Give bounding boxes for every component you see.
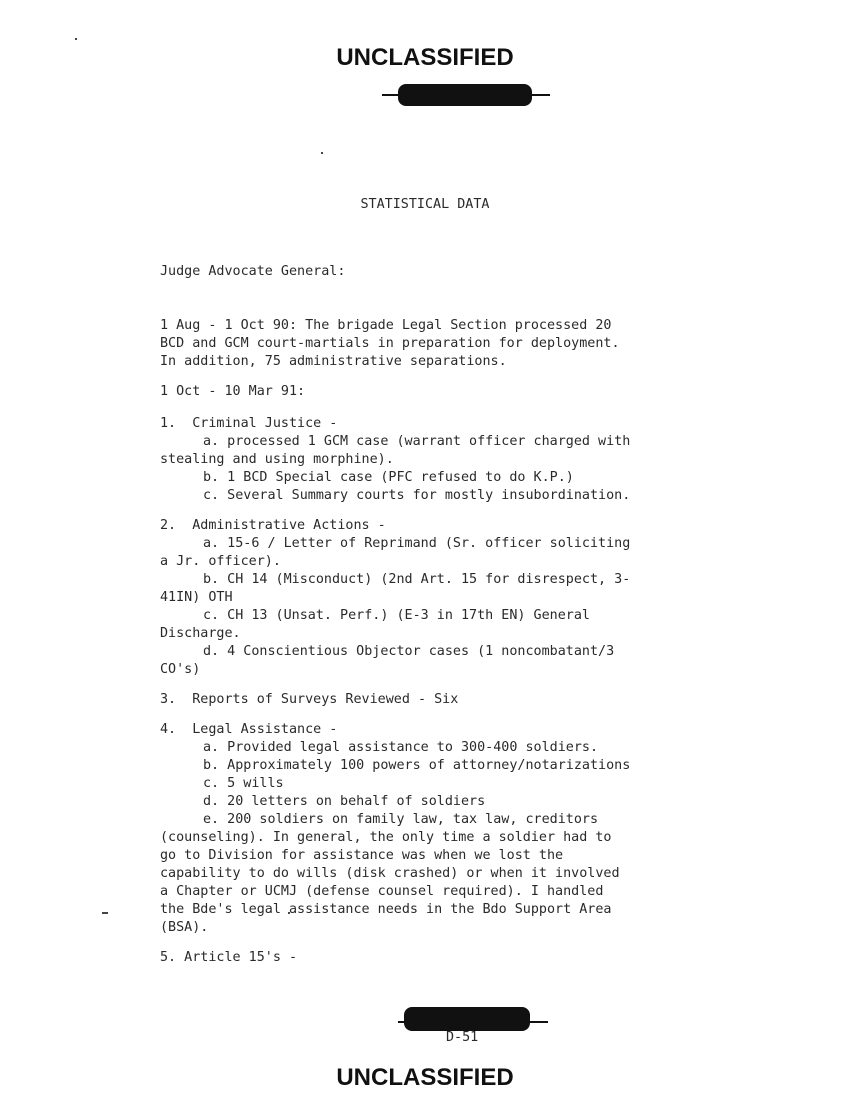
scan-speck <box>75 38 77 40</box>
section-heading: Judge Advocate General: <box>160 264 346 279</box>
admin-actions-item-d: d. 4 Conscientious Objector cases (1 noncombatant/3 <box>203 644 615 659</box>
document-title: STATISTICAL DATA <box>360 197 490 212</box>
period1-line-1: 1 Aug - 1 Oct 90: The brigade Legal Section processed 20 <box>160 318 612 333</box>
scan-speck <box>321 152 323 154</box>
admin-actions-item-c: c. CH 13 (Unsat. Perf.) (E-3 in 17th EN) General <box>203 608 590 623</box>
legal-assistance-text-2: go to Division for assistance was when we lost the <box>160 848 564 863</box>
legal-assistance-title: 4. Legal Assistance - <box>160 722 338 737</box>
admin-actions-item-d-cont: CO's) <box>160 662 201 677</box>
redaction-bar-top <box>398 84 532 106</box>
period1-line-3: In addition, 75 administrative separations. <box>160 354 507 369</box>
scan-speck <box>102 912 108 914</box>
page-number: D-51 <box>446 1030 479 1045</box>
classification-header: UNCLASSIFIED <box>336 44 514 71</box>
legal-assistance-text-6: (BSA). <box>160 920 209 935</box>
period1-line-2: BCD and GCM court-martials in preparation for deployment. <box>160 336 620 351</box>
redaction-bar-bottom <box>404 1007 530 1031</box>
period2-heading: 1 Oct - 10 Mar 91: <box>160 384 306 399</box>
reports-of-surveys: 3. Reports of Surveys Reviewed - Six <box>160 692 459 707</box>
admin-actions-item-b-cont: 41IN) OTH <box>160 590 233 605</box>
criminal-justice-item-b: b. 1 BCD Special case (PFC refused to do K.P.) <box>203 470 574 485</box>
admin-actions-item-a-cont: a Jr. officer). <box>160 554 281 569</box>
article-15-heading: 5. Article 15's - <box>160 950 298 965</box>
admin-actions-item-b: b. CH 14 (Misconduct) (2nd Art. 15 for disrespect, 3- <box>203 572 631 587</box>
legal-assistance-text-1: (counseling). In general, the only time a soldier had to <box>160 830 612 845</box>
criminal-justice-item-c: c. Several Summary courts for mostly insubordination. <box>203 488 631 503</box>
legal-assistance-item-d: d. 20 letters on behalf of soldiers <box>203 794 486 809</box>
legal-assistance-text-3: capability to do wills (disk crashed) or when it involved <box>160 866 620 881</box>
legal-assistance-item-c: c. 5 wills <box>203 776 284 791</box>
admin-actions-item-a: a. 15-6 / Letter of Reprimand (Sr. officer soliciting <box>203 536 631 551</box>
criminal-justice-item-a: a. processed 1 GCM case (warrant officer charged with <box>203 434 631 449</box>
criminal-justice-title: 1. Criminal Justice - <box>160 416 338 431</box>
legal-assistance-item-e: e. 200 soldiers on family law, tax law, creditors <box>203 812 599 827</box>
classification-footer: UNCLASSIFIED <box>336 1064 514 1091</box>
legal-assistance-text-5: the Bde's legal assistance needs in the Bdo Support Area <box>160 902 612 917</box>
admin-actions-title: 2. Administrative Actions - <box>160 518 386 533</box>
legal-assistance-item-b: b. Approximately 100 powers of attorney/notarizations <box>203 758 631 773</box>
admin-actions-item-c-cont: Discharge. <box>160 626 241 641</box>
criminal-justice-item-a-cont: stealing and using morphine). <box>160 452 394 467</box>
legal-assistance-item-a: a. Provided legal assistance to 300-400 soldiers. <box>203 740 599 755</box>
legal-assistance-text-4: a Chapter or UCMJ (defense counsel required). I handled <box>160 884 604 899</box>
